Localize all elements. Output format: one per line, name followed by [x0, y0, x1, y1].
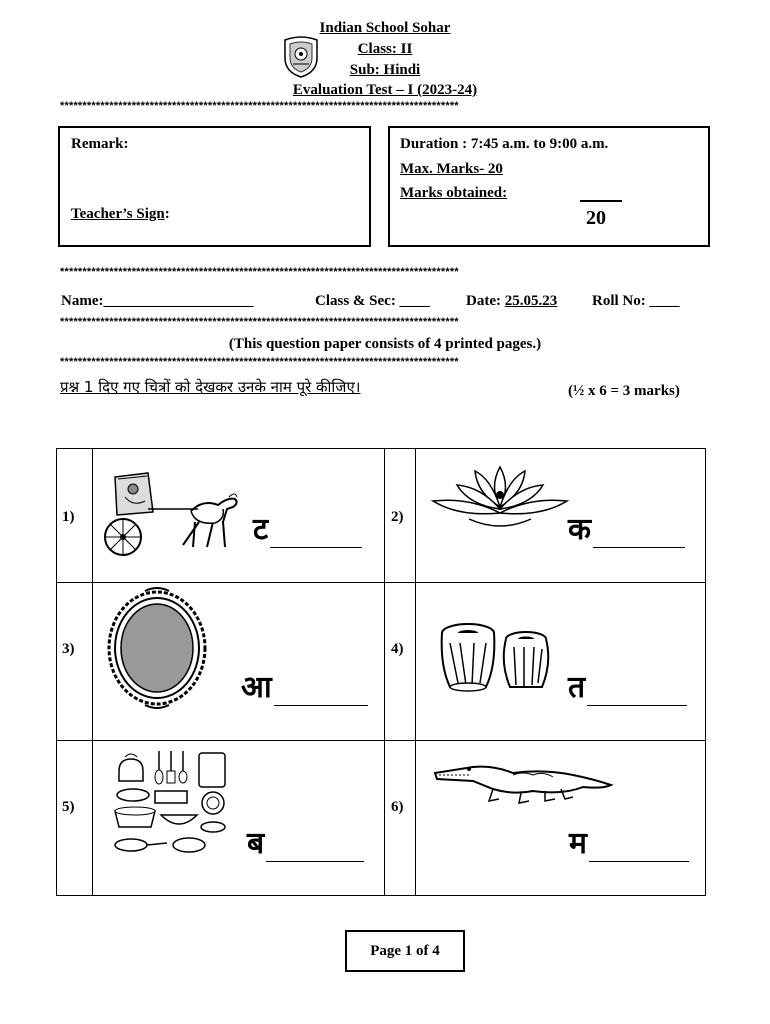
subject-label: Sub: Hindi: [349, 62, 421, 78]
test-title: Evaluation Test – I (2023-24): [292, 82, 478, 98]
star-separator: *****************************************************************************************: [60, 100, 459, 112]
utensils-icon: [109, 749, 235, 855]
date-value: 25.05.23: [504, 293, 558, 309]
answer-blank: [568, 665, 687, 706]
star-separator: *****************************************************************************************: [60, 356, 459, 368]
max-marks-label: Max. Marks- 20: [400, 161, 503, 177]
answer-blank: [241, 665, 368, 706]
class-sec-field: Class & Sec: ____: [315, 293, 430, 309]
name-blank: ____________________: [103, 293, 254, 309]
school-name: Indian School Sohar: [319, 20, 451, 36]
item-number: 5): [62, 799, 75, 815]
lotus-icon: [429, 457, 571, 537]
duration-label: Duration : 7:45 a.m. to 9:00 a.m.: [400, 136, 609, 152]
item-number: 4): [391, 641, 404, 657]
item-number: 2): [391, 509, 404, 525]
mirror-icon: [105, 587, 209, 709]
date-label: Date:: [466, 293, 501, 309]
roll-no-field: Roll No: ____: [592, 293, 680, 309]
picture-grid: [56, 448, 706, 896]
answer-letter: क: [568, 512, 592, 547]
answer-letter: म: [569, 826, 587, 861]
answer-letter: ब: [247, 826, 265, 861]
star-separator: *****************************************************************************************: [60, 266, 459, 278]
question-marks: (½ x 6 = 3 marks): [568, 383, 680, 399]
teacher-sign-colon: :: [164, 206, 170, 222]
remark-label: Remark:: [71, 136, 129, 152]
page-number: Page 1 of 4: [345, 930, 465, 972]
marks-fraction-line: [580, 200, 622, 202]
item-number: 6): [391, 799, 404, 815]
marks-box: [388, 126, 710, 247]
name-label: Name:: [61, 293, 104, 309]
class-label: Class: II: [357, 41, 413, 57]
answer-letter: त: [568, 670, 586, 705]
date-field: [466, 293, 557, 310]
question-text: प्रश्न 1 दिए गए चित्रों को देखकर उनके नाम पूरे कीजिए।: [60, 378, 361, 396]
pages-note: (This question paper consists of 4 printed pages.): [228, 336, 542, 352]
answer-letter: आ: [241, 670, 272, 705]
item-number: 3): [62, 641, 75, 657]
marks-obtained-label: Marks obtained:: [400, 185, 508, 201]
remark-box: [58, 126, 371, 247]
teacher-sign-text: Teacher’s Sign: [71, 206, 165, 222]
name-field: [61, 293, 253, 310]
item-number: 1): [62, 509, 75, 525]
answer-blank: [569, 821, 689, 862]
teacher-sign-label: [71, 206, 170, 223]
answer-blank: [247, 821, 364, 862]
school-logo-icon: [281, 34, 321, 78]
answer-blank: [253, 507, 362, 548]
star-separator: *****************************************************************************************: [60, 316, 459, 328]
tabla-icon: [438, 621, 552, 695]
horse-carriage-icon: [103, 467, 243, 559]
answer-letter: ट: [253, 512, 269, 547]
crocodile-icon: [433, 755, 617, 807]
total-marks: 20: [586, 207, 606, 229]
answer-blank: [568, 507, 685, 548]
